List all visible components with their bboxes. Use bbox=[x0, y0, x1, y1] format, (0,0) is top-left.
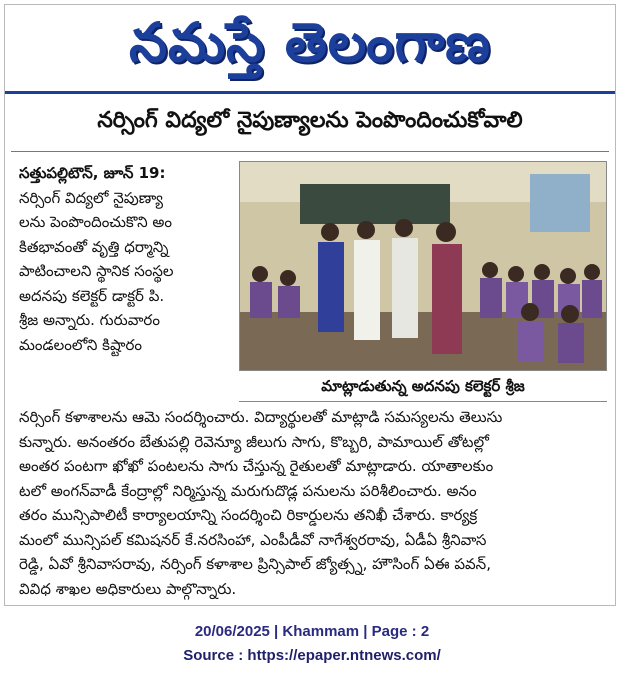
column-line: పాటించాలని స్థానిక సంస్థల bbox=[19, 262, 174, 280]
column-line: సత్తుపల్లిటౌన్, జూన్ 19: bbox=[19, 164, 166, 182]
masthead bbox=[5, 7, 615, 91]
headline bbox=[5, 101, 615, 145]
body-line: అంతర పంటగా ఖోఖో పంటలను సాగు చేస్తున్న రైతులతో మాట్లాడారు. యాతాలకుం bbox=[19, 457, 494, 475]
body-line: రెడ్డి, ఏవో శ్రీనివాసరావు, నర్సింగ్ కళాశాల ప్రిన్సిపాల్ జ్యోత్స్న, హౌసింగ్ ఏఈ పవన్, bbox=[19, 555, 491, 573]
classroom-photo bbox=[240, 162, 606, 370]
footer-source-line: Source : https://epaper.ntnews.com/ bbox=[183, 647, 441, 664]
photo-caption: మాట్లాడుతున్న అదనపు కలెక్టర్ శ్రీజ bbox=[239, 375, 607, 402]
news-clipping bbox=[4, 4, 616, 606]
article-body-text bbox=[19, 405, 609, 601]
classroom-desks bbox=[240, 312, 606, 370]
news-photo bbox=[239, 161, 607, 371]
headline-divider bbox=[11, 151, 609, 152]
body-line: వివిధ శాఖల అధికారులు పాల్గొన్నారు. bbox=[19, 579, 237, 598]
column-line: కితభావంతో వృత్తి ధర్మాన్ని bbox=[19, 237, 169, 256]
column-line: శ్రీజ అన్నారు. గురువారం bbox=[19, 311, 160, 329]
masthead-divider bbox=[5, 91, 615, 94]
column-line: మండలంలోని కిష్టారం bbox=[19, 335, 142, 354]
column-line: నర్సింగ్ విద్యలో నైపుణ్యా bbox=[19, 188, 164, 207]
footer-date-line: 20/06/2025 | Khammam | Page : 2 bbox=[194, 623, 430, 640]
body-line: టలో అంగన్‌వాడీ కేంద్రాల్లో నిర్మిస్తున్న మరుగుదొడ్ల పనులను పరిశీలించారు. అనం bbox=[19, 481, 477, 500]
body-line: తరం మున్సిపాలిటీ కార్యాలయాన్ని సందర్శించి రికార్డులను తనిఖీ చేశారు. కార్యక్ర bbox=[19, 506, 478, 524]
column-line: లను పెంపొందించుకొని అం bbox=[19, 213, 172, 231]
headline-text: నర్సింగ్ విద్యలో నైపుణ్యాలను పెంపొందించుకోవాలి bbox=[97, 108, 523, 133]
body-line: నర్సింగ్ కళాశాలను ఆమె సందర్శించారు. విద్యార్థులతో మాట్లాడి సమస్యలను తెలుసు bbox=[19, 408, 503, 426]
source-footer bbox=[0, 620, 624, 668]
classroom-blackboard bbox=[300, 184, 450, 224]
body-line: మంలో మున్సిపల్ కమిషనర్ కే.నరసింహా, ఎంపీడీవో నాగేశ్వరరావు, ఏడీఏ శ్రీనివాస bbox=[19, 530, 487, 549]
classroom-window bbox=[530, 174, 590, 232]
column-line: అదనపు కలెక్టర్ డాక్టర్ పి. bbox=[19, 286, 165, 305]
body-line: కున్నారు. అనంతరం బేతుపల్లి రెవెన్యూ జీలుగు సాగు, కొబ్బరి, పామాయిల్ తోటల్లో bbox=[19, 432, 489, 451]
masthead-title: నమస్తే తెలంగాణ bbox=[129, 10, 491, 74]
article-column-text bbox=[19, 161, 231, 357]
